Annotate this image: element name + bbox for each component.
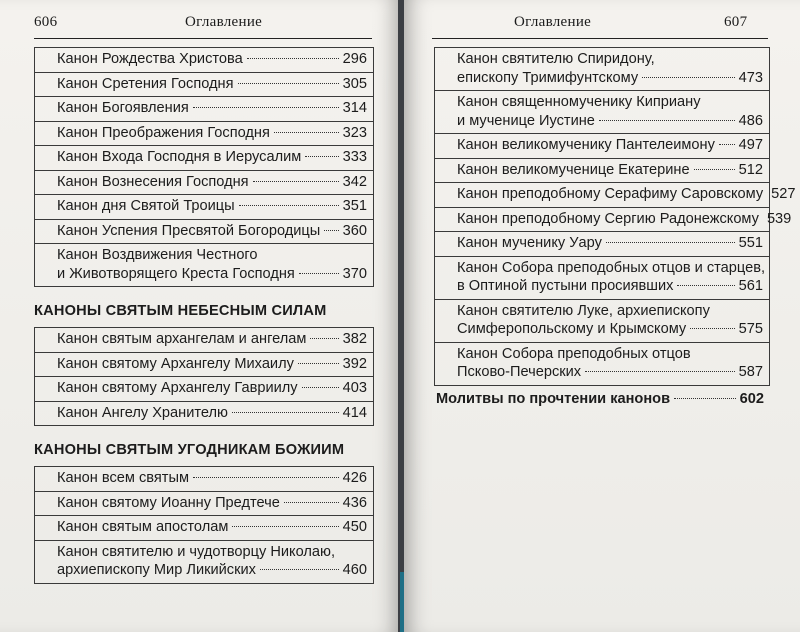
right-running-title: Оглавление xyxy=(514,14,592,30)
toc-entry-line xyxy=(457,50,763,69)
toc-entry-line xyxy=(57,330,367,349)
toc-entry-text: Канон Собора преподобных отцов и старцев, xyxy=(457,259,766,276)
toc-entry-text: и Животворящего Креста Господня xyxy=(57,265,295,282)
toc-entry-text: Канон Преображения Господня xyxy=(57,124,270,141)
dot-leader xyxy=(677,285,734,286)
toc-entry-line xyxy=(457,136,763,155)
toc-entry-text: Канон Успения Пресвятой Богородицы xyxy=(57,222,321,239)
toc-entry-line xyxy=(57,222,367,241)
toc-entry-page: 426 xyxy=(342,470,367,486)
toc-entry-text: Канон Богоявления xyxy=(57,100,189,116)
left-group-2 xyxy=(34,327,374,426)
toc-entry-line xyxy=(457,234,763,253)
toc-entry-page: 414 xyxy=(342,404,367,421)
dot-leader xyxy=(310,338,338,339)
dot-leader xyxy=(253,181,339,182)
left-header-rule xyxy=(34,38,372,39)
toc-entry-line xyxy=(57,75,367,94)
toc-entry-line xyxy=(457,210,792,229)
toc-entry-text: Канон Входа Господня в Иерусалим xyxy=(57,149,302,165)
toc-entry-text: и мученице Иустине xyxy=(457,112,595,129)
toc-entry-line xyxy=(457,277,763,296)
toc-entry-line xyxy=(57,148,367,167)
toc-entry-line xyxy=(57,543,367,562)
toc-entry-line xyxy=(457,112,763,131)
toc-entry-text: Канон святым апостолам xyxy=(57,519,229,535)
section-heading-heavenly-powers: КАНОНЫ СВЯТЫМ НЕБЕСНЫМ СИЛАМ xyxy=(34,303,327,319)
dot-leader xyxy=(193,477,339,478)
toc-entry-closing-prayers[interactable] xyxy=(434,386,770,407)
left-group-3 xyxy=(34,466,374,584)
dot-leader xyxy=(642,77,735,78)
right-group-1 xyxy=(434,47,796,386)
dot-leader xyxy=(324,230,338,231)
toc-entry[interactable] xyxy=(434,208,792,233)
dot-leader xyxy=(674,398,736,399)
toc-entry-text: Псково-Печерских xyxy=(457,364,582,380)
right-header-rule xyxy=(432,38,768,39)
toc-entry-page: 486 xyxy=(738,112,763,129)
toc-entry[interactable] xyxy=(34,47,374,73)
toc-entry-page: 450 xyxy=(342,519,367,535)
toc-entry-text: Канон великомученице Екатерине xyxy=(457,161,690,178)
toc-entry-text: Симферопольскому и Крымскому xyxy=(457,321,687,337)
toc-entry-line xyxy=(57,561,367,580)
toc-entry[interactable] xyxy=(34,195,374,220)
toc-entry-page: 527 xyxy=(771,186,796,202)
right-toc xyxy=(434,47,796,407)
toc-entry-line xyxy=(57,404,367,423)
toc-entry[interactable] xyxy=(34,244,374,287)
toc-entry-page: 497 xyxy=(738,137,763,153)
toc-entry-line xyxy=(457,69,763,88)
toc-entry[interactable] xyxy=(434,300,770,343)
dot-leader xyxy=(232,526,338,527)
toc-entry-text: Канон святому Иоанну Предтече xyxy=(57,494,280,511)
dot-leader xyxy=(302,387,339,388)
dot-leader xyxy=(690,328,734,329)
toc-entry-line xyxy=(57,246,367,265)
toc-entry-text: Канон святому Архангелу Михаилу xyxy=(57,355,294,372)
left-page-number: 606 xyxy=(34,14,58,30)
toc-entry-text: Канон преподобному Серафиму Саровскому xyxy=(457,186,764,202)
dot-leader xyxy=(585,371,735,372)
toc-entry-text: Канон Воздвижения Честного xyxy=(57,247,258,263)
dot-leader xyxy=(284,502,339,503)
dot-leader xyxy=(694,169,735,170)
toc-entry-line xyxy=(57,469,367,488)
section-heading-saints: КАНОНЫ СВЯТЫМ УГОДНИКАМ БОЖИИМ xyxy=(34,442,345,458)
toc-entry[interactable] xyxy=(434,343,770,386)
toc-entry[interactable] xyxy=(34,353,374,378)
dot-leader xyxy=(299,273,339,274)
dot-leader xyxy=(193,107,339,108)
toc-entry-text: Канон святому Архангелу Гавриилу xyxy=(57,380,298,396)
toc-entry[interactable] xyxy=(434,159,770,184)
toc-entry-page: 473 xyxy=(738,69,763,86)
dot-leader xyxy=(298,363,339,364)
toc-entry[interactable] xyxy=(434,47,770,91)
toc-entry-page: 323 xyxy=(342,124,367,141)
toc-entry-page: 382 xyxy=(342,331,367,347)
dot-leader xyxy=(606,242,735,243)
toc-entry[interactable] xyxy=(34,97,374,122)
toc-entry[interactable] xyxy=(34,220,374,245)
toc-entry-text: в Оптиной пустыни просиявших xyxy=(457,278,674,294)
toc-entry-line xyxy=(457,161,763,180)
toc-entry[interactable] xyxy=(434,257,770,300)
toc-entry-text: Канон дня Святой Троицы xyxy=(57,198,235,214)
toc-entry-line xyxy=(457,345,763,364)
toc-entry-page: 342 xyxy=(342,173,367,190)
toc-entry[interactable] xyxy=(34,327,374,353)
left-group-1 xyxy=(34,47,374,287)
toc-entry-page: 551 xyxy=(738,235,763,251)
toc-entry-line xyxy=(57,99,367,118)
toc-entry-page: 436 xyxy=(342,494,367,511)
left-running-title: Оглавление xyxy=(185,14,263,30)
toc-entry[interactable] xyxy=(34,516,374,541)
toc-entry-text: Канон святителю Луке, архиепископу xyxy=(457,302,710,319)
toc-entry-line xyxy=(57,494,367,513)
toc-entry-line xyxy=(457,320,763,339)
toc-entry[interactable] xyxy=(434,183,796,208)
dot-leader xyxy=(719,144,735,145)
toc-entry-page: 392 xyxy=(342,355,367,372)
toc-entry-line xyxy=(57,197,367,216)
toc-entry-text: Канон преподобному Сергию Радонежскому xyxy=(457,210,759,227)
toc-entry[interactable] xyxy=(34,402,374,427)
toc-entry-line xyxy=(457,259,766,278)
toc-entry[interactable] xyxy=(434,134,770,159)
right-page xyxy=(404,0,800,632)
dot-leader xyxy=(247,58,339,59)
toc-entry-page: 539 xyxy=(766,210,792,227)
toc-entry-text: Канон Собора преподобных отцов xyxy=(457,345,691,362)
toc-entry-text: архиепископу Мир Ликийских xyxy=(57,562,256,578)
dot-leader xyxy=(232,412,339,413)
toc-entry[interactable] xyxy=(34,377,374,402)
dot-leader xyxy=(599,120,735,121)
toc-entry-text: Молитвы по прочтении канонов xyxy=(436,390,671,407)
toc-entry[interactable] xyxy=(34,122,374,147)
dot-leader xyxy=(238,83,339,84)
toc-entry-page: 360 xyxy=(342,222,367,239)
toc-entry-text: Канон великомученику Пантелеимону xyxy=(457,137,715,153)
toc-entry-page: 587 xyxy=(738,364,763,380)
toc-entry[interactable] xyxy=(34,146,374,171)
toc-entry-text: Канон всем святым xyxy=(57,470,189,486)
toc-entry-page: 403 xyxy=(342,380,367,396)
dot-leader xyxy=(260,569,339,570)
toc-entry-line xyxy=(457,185,796,204)
toc-entry-line xyxy=(57,265,367,284)
right-page-number: 607 xyxy=(724,14,748,30)
toc-entry-page: 351 xyxy=(342,198,367,214)
toc-entry-page: 314 xyxy=(342,100,367,116)
toc-entry-line xyxy=(457,93,763,112)
toc-entry[interactable] xyxy=(34,541,374,584)
toc-entry-page: 460 xyxy=(342,562,367,578)
toc-entry-text: епископу Тримифунтскому xyxy=(457,69,639,86)
left-toc xyxy=(34,47,374,584)
toc-entry-line xyxy=(57,173,367,192)
toc-entry-text: Канон Сретения Господня xyxy=(57,75,234,92)
dot-leader xyxy=(274,132,339,133)
toc-entry[interactable] xyxy=(434,91,770,134)
toc-entry-text: Канон святым архангелам и ангелам xyxy=(57,331,307,347)
toc-entry-text: Канон Рождества Христова xyxy=(57,51,243,67)
dot-leader xyxy=(239,205,339,206)
toc-entry[interactable] xyxy=(434,232,770,257)
toc-entry-page: 305 xyxy=(342,75,367,92)
toc-entry[interactable] xyxy=(34,492,374,517)
toc-entry-page: 333 xyxy=(342,149,367,165)
toc-entry-line xyxy=(57,518,367,537)
toc-entry-text: Канон святителю и чудотворцу Николаю, xyxy=(57,543,336,560)
toc-entry[interactable] xyxy=(34,466,374,492)
toc-entry-text: Канон Вознесения Господня xyxy=(57,173,249,190)
toc-entry-line xyxy=(457,302,763,321)
toc-entry-page: 561 xyxy=(738,278,763,294)
toc-entry-line xyxy=(57,379,367,398)
toc-entry[interactable] xyxy=(34,73,374,98)
toc-entry[interactable] xyxy=(34,171,374,196)
toc-entry-page: 512 xyxy=(738,161,763,178)
toc-entry-text: Канон святителю Спиридону, xyxy=(457,51,655,67)
toc-entry-text: Канон мученику Уару xyxy=(457,235,602,251)
dot-leader xyxy=(305,156,338,157)
toc-entry-page: 602 xyxy=(739,390,764,407)
toc-entry-text: Канон Ангелу Хранителю xyxy=(57,404,228,421)
toc-entry-page: 370 xyxy=(342,265,367,282)
toc-entry-line xyxy=(57,50,367,69)
toc-entry-line xyxy=(57,355,367,374)
toc-entry-page: 575 xyxy=(738,321,763,337)
toc-entry-page: 296 xyxy=(342,51,367,67)
toc-entry-line xyxy=(57,124,367,143)
toc-entry-line xyxy=(457,363,763,382)
toc-entry-text: Канон священномученику Киприану xyxy=(457,94,701,110)
